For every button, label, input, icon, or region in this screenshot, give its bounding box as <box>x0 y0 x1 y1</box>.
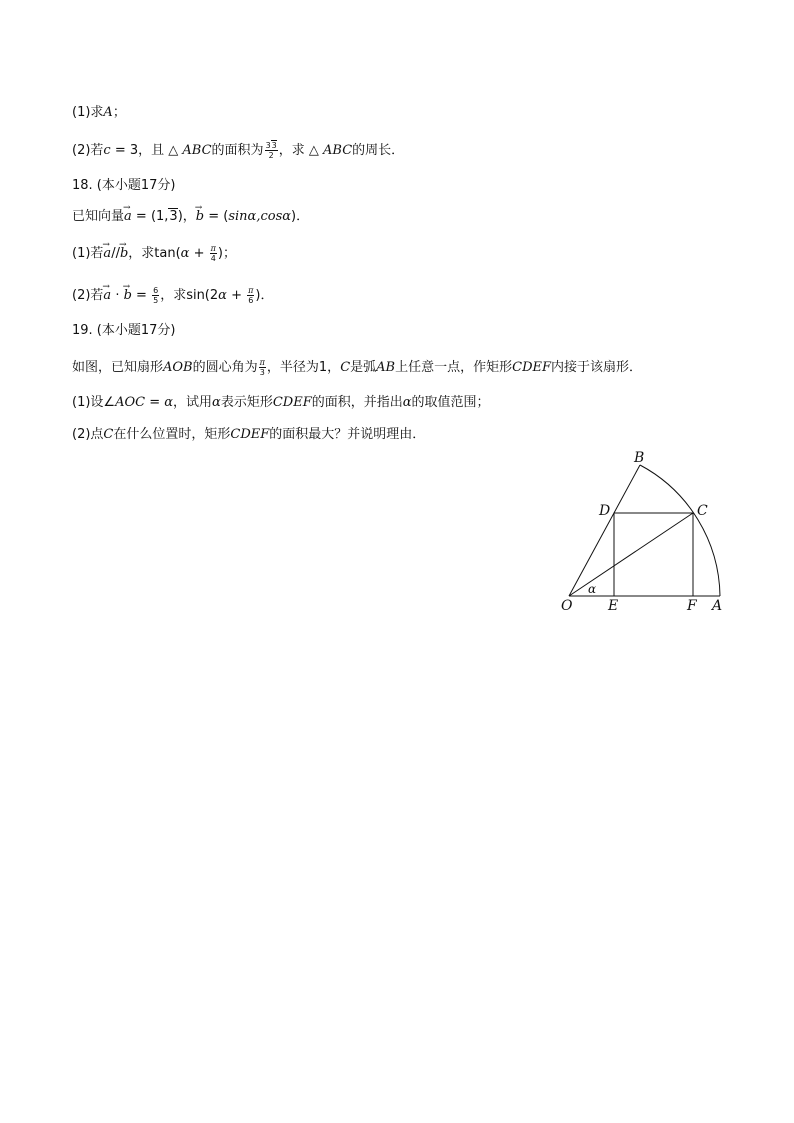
q18-header: 18. (本小题17分) <box>72 178 176 193</box>
pi-num: π <box>248 286 254 295</box>
q18-vec-a-value: = (1, <box>131 209 169 224</box>
q17-part2-end: 的周长． <box>352 143 405 158</box>
var-alpha: α <box>180 246 190 261</box>
q17-part2 <box>72 141 404 160</box>
q18-p1-ask: ，求tan( <box>128 246 181 261</box>
var-c: c <box>103 143 111 158</box>
angle-AOC: AOC <box>115 395 146 410</box>
pi-over-6 <box>247 286 254 305</box>
q19-stem-text: 如图，已知扇形 <box>72 360 164 375</box>
q19-p2-text: (2)点 <box>72 427 104 442</box>
q18-part2 <box>72 286 273 305</box>
area-frac-den: 2 <box>268 151 274 160</box>
rect-CDEF-shape <box>614 513 693 596</box>
label-E: E <box>608 598 619 614</box>
area-frac-num: 3 <box>265 141 271 150</box>
q18-p2-end: )． <box>255 288 274 303</box>
q17-part2-cond: = 3，且 △ <box>110 143 183 158</box>
plus-sign: + <box>226 288 247 303</box>
arc-AB: AB <box>376 360 396 375</box>
six-fifths <box>152 286 159 305</box>
q18-vec-b-value: sinα,cosα <box>228 209 292 224</box>
q18-p2-ask: ，求sin(2 <box>160 288 219 303</box>
q17-part2-area: 的面积为 <box>211 143 264 158</box>
pi-num: π <box>210 244 216 253</box>
radius-OB <box>569 465 640 596</box>
q19-angle-text: 的圆心角为 <box>192 360 258 375</box>
q19-p1-range: 的取值范围； <box>411 395 490 410</box>
q18-vec-b-close: )． <box>291 209 310 224</box>
q17-part1 <box>72 104 126 122</box>
rect-CDEF: CDEF <box>230 427 270 442</box>
label-alpha: α <box>588 582 597 596</box>
q19-p2-max: 的面积最大？并说明理由． <box>269 427 426 442</box>
vector-a: → a <box>103 287 111 305</box>
area-fraction <box>265 141 278 160</box>
triangle-name-2: ABC <box>323 143 353 158</box>
q18-p1-end: )； <box>217 246 236 261</box>
pi-den: 4 <box>210 254 216 263</box>
q17-part1-punct: ； <box>112 105 126 120</box>
label-F: F <box>687 598 697 614</box>
dot-sign: · <box>111 288 124 303</box>
q19-inscribed-text: 内接于该扇形． <box>551 360 643 375</box>
q19-arc-text: 是弧 <box>350 360 377 375</box>
q17-part2-text: (2)若 <box>72 143 104 158</box>
q18-sqrt3: 3 <box>169 209 178 224</box>
sector-figure <box>550 445 750 625</box>
equals-sign: = <box>145 395 165 410</box>
rect-CDEF: CDEF <box>272 395 312 410</box>
var-alpha: α <box>164 395 174 410</box>
pi-num: π <box>259 358 265 367</box>
q19-stem <box>72 358 642 377</box>
label-A: A <box>712 598 723 614</box>
vector-a: → a <box>103 245 111 263</box>
label-O: O <box>561 598 573 614</box>
equals-sign: = <box>131 288 152 303</box>
var-A: A <box>103 105 113 120</box>
frac-den: 5 <box>153 296 159 305</box>
q19-p1-text: (1)设∠ <box>72 395 116 410</box>
pi-over-4 <box>210 244 217 263</box>
q19-part2 <box>72 426 425 444</box>
plus-sign: + <box>189 246 209 261</box>
var-alpha: α <box>218 288 227 303</box>
var-alpha: α <box>402 395 412 410</box>
q18-stem <box>72 208 309 226</box>
vector-b: → b <box>120 245 128 263</box>
q18-p1-text: (1)若 <box>72 246 104 261</box>
label-C: C <box>697 503 708 519</box>
sector-name: AOB <box>163 360 193 375</box>
vector-a: → a <box>124 208 132 226</box>
vector-b: → b <box>196 208 204 226</box>
q18-p2-text: (2)若 <box>72 288 104 303</box>
q19-p1-use: ，试用 <box>173 395 213 410</box>
triangle-name: ABC <box>182 143 212 158</box>
vector-b: → b <box>124 287 132 305</box>
q19-p2-where: 在什么位置时，矩形 <box>113 427 231 442</box>
label-B: B <box>634 450 645 466</box>
area-frac-root: 3 <box>271 141 277 150</box>
q17-part2-ask: ，求 △ <box>278 143 324 158</box>
q18-stem-text: 已知向量 <box>72 209 125 224</box>
point-C: C <box>340 360 351 375</box>
label-D: D <box>599 503 611 519</box>
pi-den: 6 <box>248 296 254 305</box>
pi-over-3 <box>259 358 266 377</box>
q19-part1 <box>72 394 490 412</box>
q18-vec-a-close: )， <box>177 209 196 224</box>
q19-p1-rect: 表示矩形 <box>220 395 273 410</box>
arc-AB <box>640 465 720 596</box>
q17-part1-text: (1)求 <box>72 105 104 120</box>
q19-radius-text: ，半径为1， <box>266 360 341 375</box>
rect-CDEF: CDEF <box>512 360 552 375</box>
q19-point-text: 上任意一点，作矩形 <box>395 360 513 375</box>
q18-vec-b-open: = ( <box>204 209 229 224</box>
parallel-sign: // <box>111 246 120 261</box>
q18-part1 <box>72 244 236 263</box>
var-alpha: α <box>212 395 221 410</box>
q19-header: 19. (本小题17分) <box>72 323 176 338</box>
q19-p1-area: 的面积，并指出 <box>311 395 403 410</box>
point-C: C <box>103 427 114 442</box>
frac-num: 6 <box>153 286 159 295</box>
pi-den: 3 <box>259 368 265 377</box>
